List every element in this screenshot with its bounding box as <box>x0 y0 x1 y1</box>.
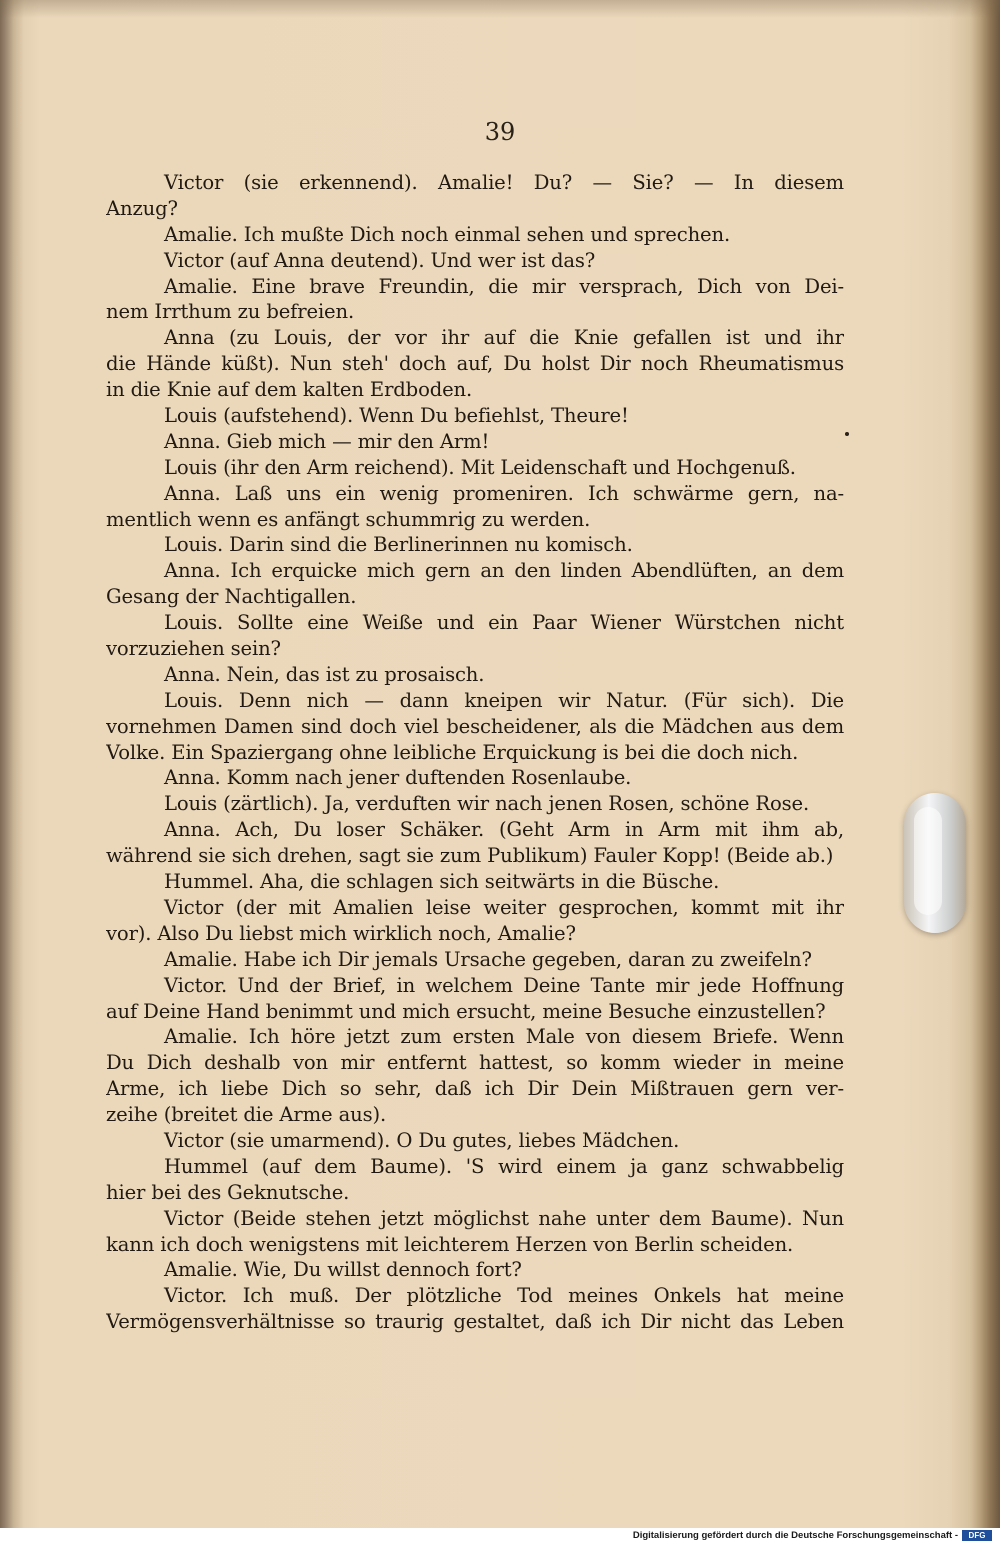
text-line: Louis. Darin sind die Berlinerinnen nu komisch. <box>164 533 633 557</box>
text-line: Anna. Ich erquicke mich gern an den linden Abendlüften, an dem <box>164 559 844 583</box>
text-line: Louis (zärtlich). Ja, verduften wir nach jenen Rosen, schöne Rose. <box>164 792 810 816</box>
text-line: Louis (ihr den Arm reichend). Mit Leidenschaft und Hochgenuß. <box>164 455 796 479</box>
text-line: Victor (sie umarmend). O Du gutes, liebes Mädchen. <box>164 1128 680 1152</box>
body-text <box>106 170 844 1335</box>
text-line: Amalie. Ich höre jetzt zum ersten Male von diesem Briefe. Wenn <box>164 1025 844 1049</box>
page-number: 39 <box>484 118 516 146</box>
text-line: Victor (auf Anna deutend). Und wer ist das? <box>164 248 596 272</box>
text-line: Amalie. Eine brave Freundin, die mir versprach, Dich von Dei- <box>164 274 844 298</box>
text-line: Anna. Gieb mich — mir den Arm! <box>164 429 490 453</box>
text-line: Amalie. Ich mußte Dich noch einmal sehen und sprechen. <box>164 222 731 246</box>
text-line: hier bei des Geknutsche. <box>106 1180 350 1204</box>
paper-clip-highlight <box>914 807 942 915</box>
ink-speck <box>845 432 849 436</box>
text-line: Louis (aufstehend). Wenn Du befiehlst, Theure! <box>164 404 629 428</box>
text-line: kann ich doch wenigstens mit leichterem Herzen von Berlin scheiden. <box>106 1232 794 1256</box>
text-line: Anna. Laß uns ein wenig promeniren. Ich schwärme gern, na- <box>164 481 844 505</box>
page-top-shadow <box>0 0 1000 18</box>
text-line: Anna (zu Louis, der vor ihr auf die Knie gefallen ist und ihr <box>164 326 844 350</box>
text-line: Victor. Ich muß. Der plötzliche Tod meines Onkels hat meine <box>164 1284 844 1308</box>
text-line: Anna. Nein, das ist zu prosaisch. <box>164 662 485 686</box>
text-line: vor). Also Du liebst mich wirklich noch, Amalie? <box>106 921 576 945</box>
funding-notice: Digitalisierung gefördert durch die Deutsche Forschungsgemeinschaft - <box>632 1530 958 1541</box>
text-line: Volke. Ein Spaziergang ohne leibliche Erquickung is bei die doch nich. <box>106 740 799 764</box>
text-line: mentlich wenn es anfängt schummrig zu werden. <box>106 507 591 531</box>
text-line: auf Deine Hand benimmt und mich ersucht, meine Besuche einzustellen? <box>106 999 826 1023</box>
text-line: die Hände küßt). Nun steh' doch auf, Du holst Dir noch Rheumatismus <box>106 352 844 376</box>
text-line: Amalie. Wie, Du willst dennoch fort? <box>164 1258 522 1282</box>
text-line: Arme, ich liebe Dich so sehr, daß ich Dir Dein Mißtrauen gern ver- <box>106 1077 844 1101</box>
paper-clip <box>904 793 966 933</box>
text-line: nem Irrthum zu befreien. <box>106 300 355 324</box>
text-line: vornehmen Damen sind doch viel bescheidener, als die Mädchen aus dem <box>106 714 844 738</box>
text-line: Victor. Und der Brief, in welchem Deine Tante mir jede Hoffnung <box>164 973 844 997</box>
text-line: Amalie. Habe ich Dir jemals Ursache gegeben, daran zu zweifeln? <box>164 947 812 971</box>
text-line: Anna. Ach, Du loser Schäker. (Geht Arm in Arm mit ihm ab, <box>164 818 844 842</box>
dfg-logo: DFG <box>962 1530 992 1541</box>
text-line: Gesang der Nachtigallen. <box>106 585 357 609</box>
text-line: Anna. Komm nach jener duftenden Rosenlaube. <box>164 766 632 790</box>
text-line: Louis. Denn nich — dann kneipen wir Natur. (Für sich). Die <box>164 688 844 712</box>
text-line: Victor (sie erkennend). Amalie! Du? — Sie? — In diesem <box>164 171 844 194</box>
text-line: zeihe (breitet die Arme aus). <box>106 1103 387 1127</box>
text-line: Du Dich deshalb von mir entfernt hattest, so komm wieder in meine <box>106 1051 844 1075</box>
text-line: Victor (Beide stehen jetzt möglichst nahe unter dem Baume). Nun <box>164 1206 844 1230</box>
text-line: Hummel (auf dem Baume). 'S wird einem ja ganz schwabbelig <box>164 1154 844 1178</box>
text-line: Anzug? <box>106 196 178 220</box>
text-line: Hummel. Aha, die schlagen sich seitwärts in die Büsche. <box>164 870 720 894</box>
text-line: in die Knie auf dem kalten Erdboden. <box>106 378 473 402</box>
text-line: während sie sich drehen, sagt sie zum Publikum) Fauler Kopp! (Beide ab.) <box>106 844 834 868</box>
text-line: Victor (der mit Amalien leise weiter gesprochen, kommt mit ihr <box>164 895 844 919</box>
text-line: Vermögensverhältnisse so traurig gestaltet, daß ich Dir nicht das Leben <box>106 1310 844 1334</box>
text-line: vorzuziehen sein? <box>106 637 281 661</box>
text-line: Louis. Sollte eine Weiße und ein Paar Wiener Würstchen nicht <box>164 611 844 635</box>
